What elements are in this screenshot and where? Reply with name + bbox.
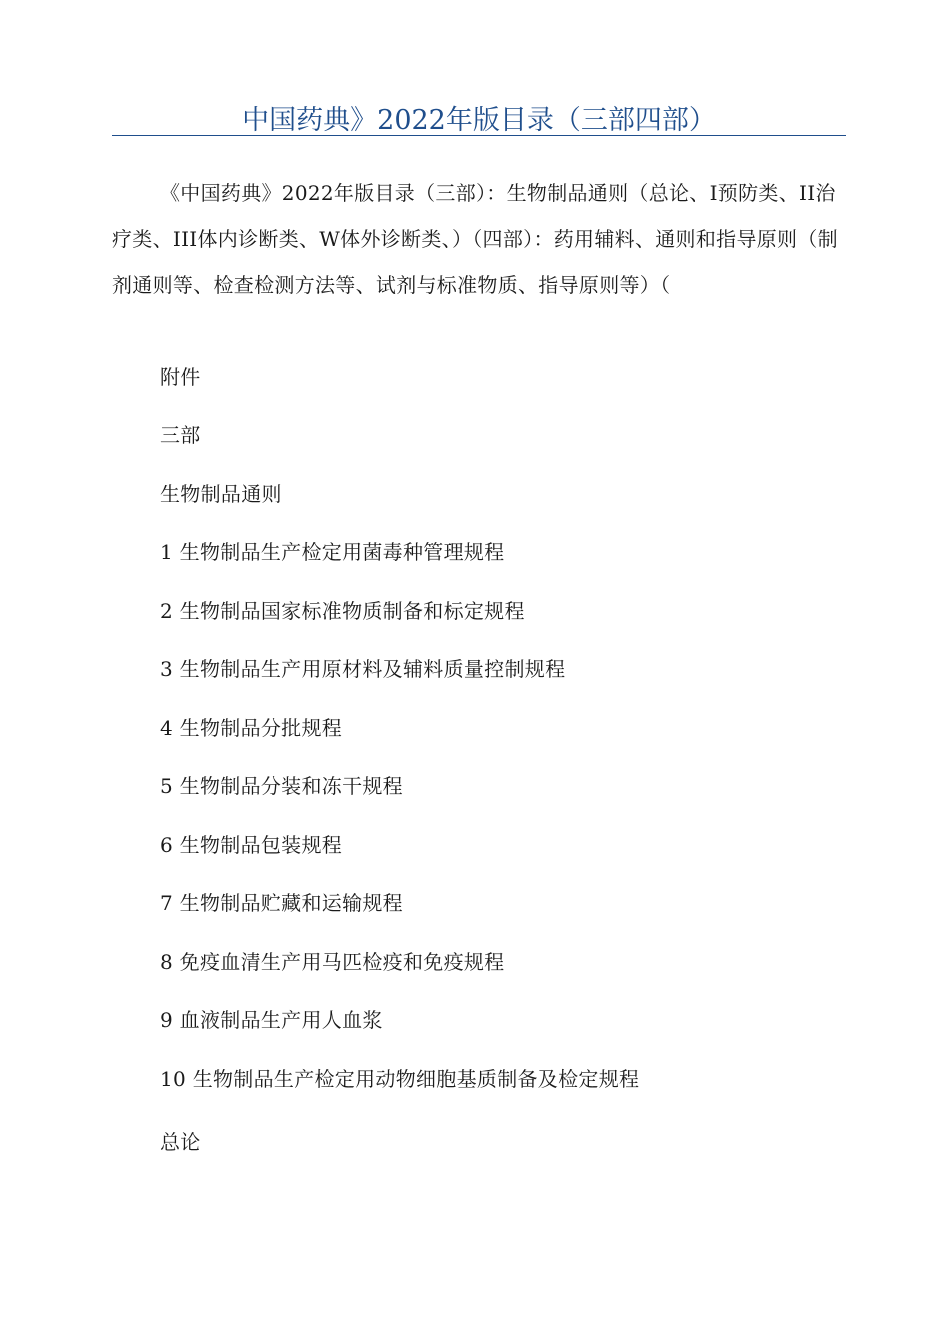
list-item: 7 生物制品贮藏和运输规程 [160,891,403,915]
list-item: 10 生物制品生产检定用动物细胞基质制备及检定规程 [160,1067,640,1091]
line-general-theory: 总论 [160,1130,201,1154]
list-item: 2 生物制品国家标准物质制备和标定规程 [160,599,525,623]
list-item: 3 生物制品生产用原材料及辅料质量控制规程 [160,657,566,681]
list-item: 9 血液制品生产用人血浆 [160,1008,383,1032]
list-item: 8 免疫血清生产用马匹检疫和免疫规程 [160,950,505,974]
intro-paragraph: 《中国药典》2022年版目录（三部）：生物制品通则（总论、I预防类、II治疗类、III体内诊断类、W体外诊断类、）（四部）：药用辅料、通则和指导原则（制剂通则等、检查检测方法等、试剂与标准物质、指导原则等）（ [112,181,838,297]
list-item: 1 生物制品生产检定用菌毒种管理规程 [160,540,505,564]
list-item: 6 生物制品包装规程 [160,833,343,857]
list-item: 5 生物制品分装和冻干规程 [160,774,403,798]
line-part-three: 三部 [160,423,201,447]
title-underline [112,135,846,136]
document-title: 中国药典》2022年版目录（三部四部） [242,105,716,136]
list-item: 4 生物制品分批规程 [160,716,343,740]
line-section-heading: 生物制品通则 [160,482,282,506]
line-attachment: 附件 [160,365,201,389]
